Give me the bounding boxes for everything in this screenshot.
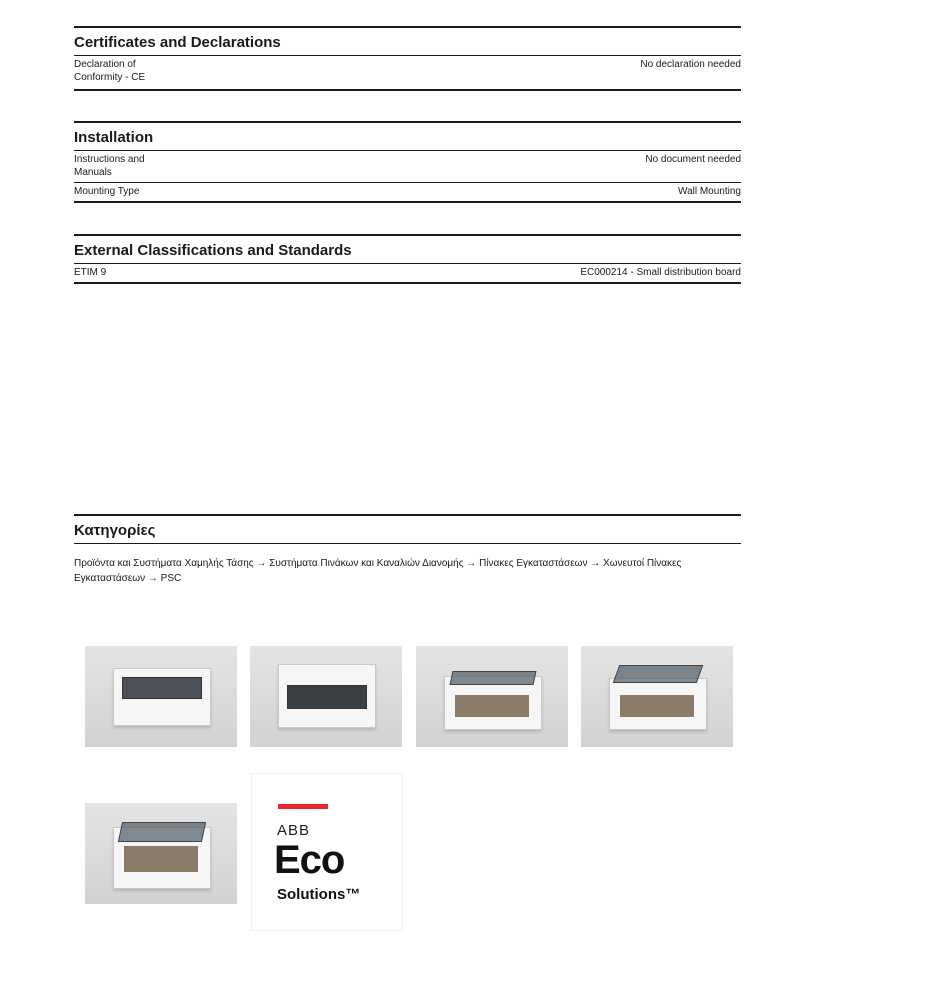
- external-section: [74, 234, 741, 284]
- table-row: [74, 264, 741, 284]
- row-label: Instructions and Manuals: [74, 154, 145, 178]
- installation-heading: Installation: [74, 121, 741, 151]
- table-row: [74, 151, 741, 183]
- product-image-4[interactable]: [581, 646, 733, 747]
- product-image-2[interactable]: [250, 646, 402, 747]
- row-value: No declaration needed: [640, 59, 741, 70]
- logo-accent-bar: [278, 804, 328, 809]
- row-value: EC000214 - Small distribution board: [580, 267, 741, 278]
- logo-eco-text: Eco: [274, 838, 345, 882]
- row-label: ETIM 9: [74, 267, 107, 278]
- eco-solutions-logo[interactable]: [251, 773, 403, 931]
- product-image-5[interactable]: [85, 803, 237, 904]
- row-value: Wall Mounting: [678, 186, 741, 197]
- certificates-heading: Certificates and Declarations: [74, 26, 741, 56]
- certificates-section: [74, 26, 741, 91]
- product-image-1[interactable]: [85, 646, 237, 747]
- logo-brand: ABB: [277, 822, 311, 839]
- categories-section: [74, 514, 741, 544]
- row-value: No document needed: [645, 154, 741, 165]
- table-row: [74, 183, 741, 203]
- categories-heading: Κατηγορίες: [74, 514, 741, 544]
- row-label: Declaration of Conformity - CE: [74, 59, 146, 83]
- external-heading: External Classifications and Standards: [74, 234, 741, 264]
- product-image-3[interactable]: [416, 646, 568, 747]
- table-row: [74, 56, 741, 91]
- installation-section: [74, 121, 741, 203]
- category-breadcrumb[interactable]: Προϊόντα και Συστήματα Χαμηλής Τάσης → Συστήματα Πινάκων και Καναλιών Διανομής → Πίνακες Εγκαταστάσεων → Χωνευτοί Πίνακες Εγκαταστάσεων → PSC: [74, 558, 682, 584]
- row-label: Mounting Type: [74, 186, 140, 197]
- logo-solutions-text: Solutions™: [277, 886, 361, 903]
